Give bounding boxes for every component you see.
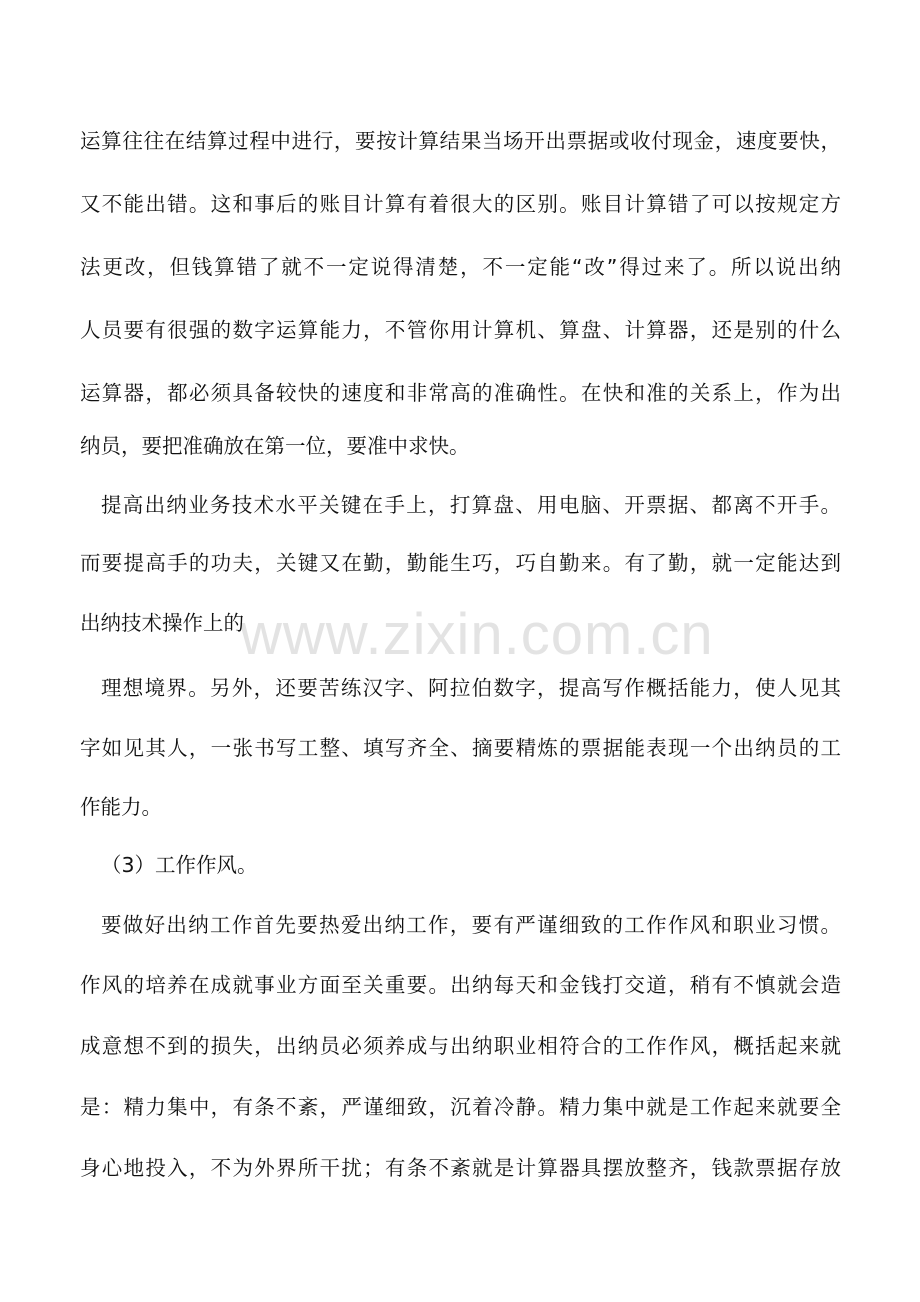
text-line: 字如见其人，一张书写工整、填写齐全、摘要精炼的票据能表现一个出纳员的工 — [80, 736, 841, 760]
text-line: 运算往往在结算过程中进行，要按计算结果当场开出票据或收付现金，速度要快， — [80, 129, 841, 153]
text-line: 身心地投入，不为外界所干扰；有条不紊就是计算器具摆放整齐，钱款票据存放 — [80, 1156, 841, 1180]
text-line: 要做好出纳工作首先要热爱出纳工作，要有严谨细致的工作作风和职业习惯。 — [101, 913, 841, 937]
text-line: 而要提高手的功夫，关键又在勤，勤能生巧，巧自勤来。有了勤，就一定能达到 — [80, 551, 841, 575]
text-line: 出纳技术操作上的 — [80, 611, 244, 635]
text-line: 人员要有很强的数字运算能力，不管你用计算机、算盘、计算器，还是别的什么 — [80, 318, 841, 342]
watermark: www.zixin.com.cn — [240, 602, 714, 667]
text-line: 提高出纳业务技术水平关键在手上，打算盘、用电脑、开票据、都离不开手。 — [101, 493, 841, 517]
text-line: 又不能出错。这和事后的账目计算有着很大的区别。账目计算错了可以按规定方 — [80, 192, 841, 216]
text-line: 成意想不到的损失，出纳员必须养成与出纳职业相符合的工作作风，概括起来就 — [80, 1034, 841, 1058]
text-line: 纳员，要把准确放在第一位，要准中求快。 — [80, 434, 470, 458]
text-line: 作能力。 — [80, 795, 162, 819]
text-line: 法更改，但钱算错了就不一定说得清楚，不一定能“改”得过来了。所以说出纳 — [80, 255, 841, 279]
section-heading: （3）工作作风。 — [101, 853, 258, 877]
text-line: 是：精力集中，有条不紊，严谨细致，沉着冷静。精力集中就是工作起来就要全 — [80, 1095, 841, 1119]
text-line: 作风的培养在成就事业方面至关重要。出纳每天和金钱打交道，稍有不慎就会造 — [80, 973, 841, 997]
text-line: 运算器，都必须具备较快的速度和非常高的准确性。在快和准的关系上，作为出 — [80, 381, 841, 405]
text-line: 理想境界。另外，还要苦练汉字、阿拉伯数字，提高写作概括能力，使人见其 — [101, 676, 841, 700]
